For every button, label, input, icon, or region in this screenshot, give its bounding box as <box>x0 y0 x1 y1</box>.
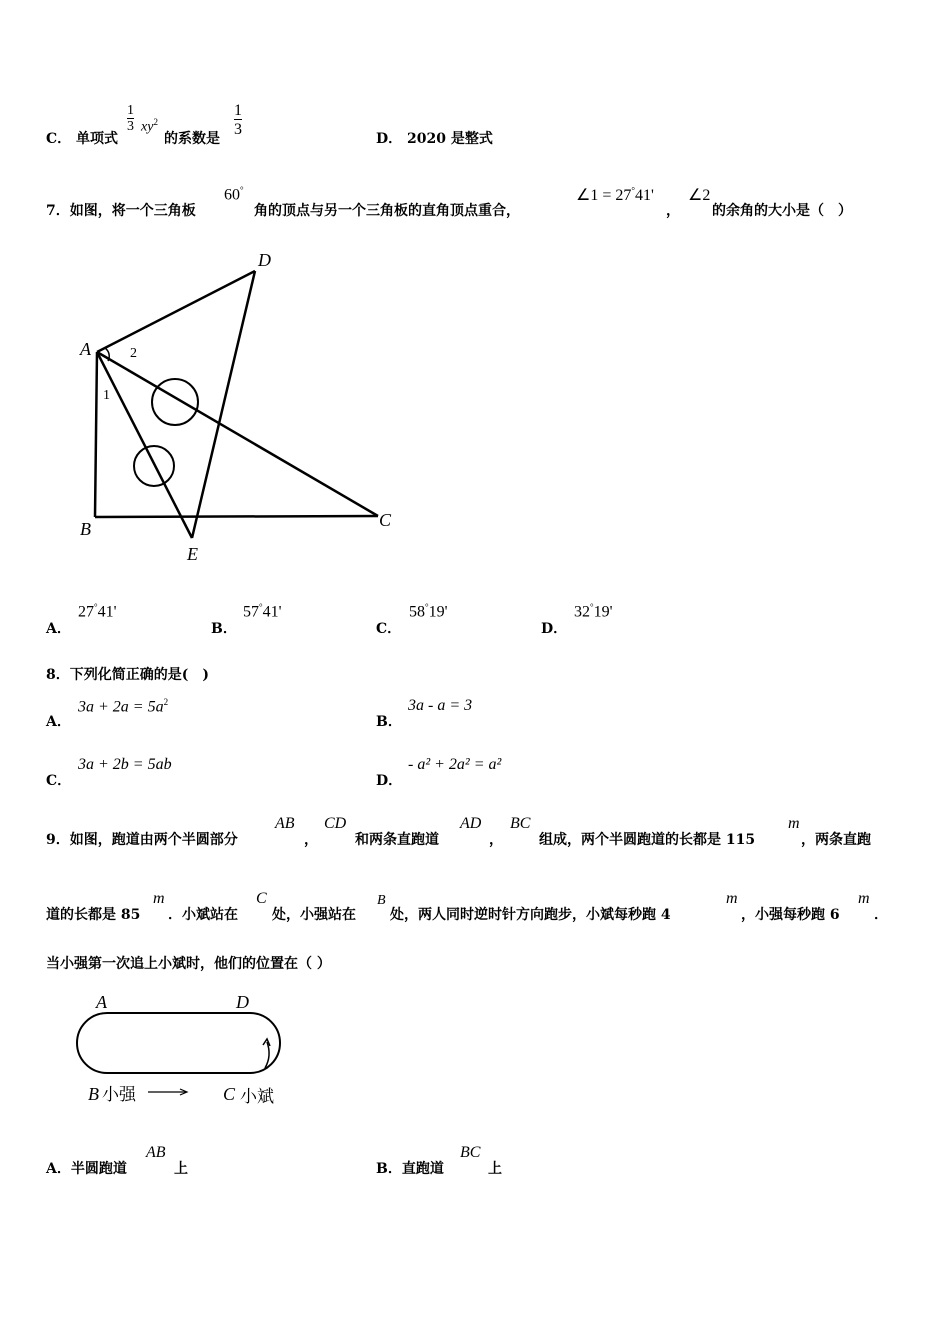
deg-value: 57 <box>243 603 259 621</box>
q9-line2-part2: ．小斌站在 <box>168 907 238 923</box>
deg-value: 27 <box>78 603 94 621</box>
angle-2: ∠2 <box>688 187 711 204</box>
line-AB <box>95 352 97 517</box>
stem-text: 如图，将一个三角板 <box>69 203 196 219</box>
track-label-C: C <box>223 1084 236 1104</box>
label-D: D <box>258 250 271 270</box>
option-text: 半圆跑道 <box>70 1161 127 1177</box>
q9-stem-part4: ，两条直跑 <box>801 832 871 848</box>
deg-symbol: ° <box>240 185 244 195</box>
minutes: 19' <box>593 603 613 621</box>
coef-fraction <box>127 104 134 134</box>
stem-text: 如图，跑道由两个半圆部分 <box>69 832 238 848</box>
label-E: E <box>187 544 198 564</box>
q8-option-d-label: D． <box>376 773 403 789</box>
q7-stem-part3: 的余角的大小是（ ） <box>712 203 852 219</box>
q8-option-c-expr: 3a + 2b = 5ab <box>78 756 172 773</box>
q9-stem-part2: 和两条直跑道 <box>355 832 439 848</box>
q7-option-a-value <box>78 602 117 621</box>
q9-line2-part6: ． <box>874 907 888 923</box>
unit-m: m <box>788 815 800 832</box>
frac-den: 3 <box>127 119 134 134</box>
frac-den: 3 <box>234 121 242 138</box>
line-BC <box>95 516 378 517</box>
q9-stem-part1 <box>46 829 238 849</box>
q7-stem-part1 <box>46 200 196 220</box>
q7-stem-part2: 角的顶点与另一个三角板的直角顶点重合， <box>254 203 520 219</box>
minutes: 41' <box>262 603 282 621</box>
track-label-D: D <box>236 992 249 1012</box>
frac-num: 1 <box>127 103 134 118</box>
option-label: D． <box>376 131 403 147</box>
label-B: B <box>80 519 91 539</box>
deg-symbol: ° <box>425 602 429 612</box>
track-figure <box>60 990 300 1108</box>
q7-option-d-value <box>574 602 613 621</box>
q8-option-c-label: C． <box>46 773 72 789</box>
q9-line2-part4: 处，两人同时逆时针方向跑步，小斌每秒跑 4 <box>390 907 671 923</box>
q9-line3: 当小强第一次追上小斌时，他们的位置在（ ） <box>46 956 331 972</box>
deg-symbol: ° <box>590 602 594 612</box>
var-CD: CD <box>324 815 347 832</box>
q8-option-d-expr: - a² + 2a² = a² <box>408 756 502 773</box>
q8-option-b-expr: 3a - a = 3 <box>408 697 473 714</box>
q6-option-d <box>376 128 493 148</box>
option-text: 单项式 <box>76 131 119 147</box>
q8-option-a-label: A． <box>46 714 71 730</box>
q7-option-b-value <box>243 602 282 621</box>
q7-option-c-value <box>409 602 448 621</box>
minutes: 41' <box>634 187 654 204</box>
var-BC: BC <box>510 815 531 832</box>
stem-comma: ， <box>666 203 680 219</box>
var-B: B <box>377 893 386 908</box>
deg-value: 32 <box>574 603 590 621</box>
q9-line2-part3: 处，小强站在 <box>272 907 356 923</box>
q9-option-a-var: AB <box>146 1144 166 1161</box>
label-2: 2 <box>130 346 137 361</box>
option-label: C． <box>46 131 72 147</box>
unit-m: m <box>726 890 738 907</box>
var-xy: xy <box>141 119 154 135</box>
q7-option-c-label: C． <box>376 621 402 637</box>
minutes: 41' <box>97 603 117 621</box>
track-label-xiaobin: 小斌 <box>240 1087 274 1107</box>
q9-line2-part5: ，小强每秒跑 6 <box>741 907 840 923</box>
question-number: 9． <box>46 832 70 848</box>
var-AB: AB <box>275 815 295 832</box>
track-label-B: B <box>88 1084 99 1104</box>
curved-arrow <box>265 1042 269 1068</box>
coef-text: 的系数是 <box>164 131 220 147</box>
q9-stem-part3: 组成，两个半圆跑道的长都是 115 <box>539 832 756 848</box>
expr-text: 3a + 2a = 5a <box>78 698 164 716</box>
option-label: B． <box>376 1161 402 1177</box>
track-label-A: A <box>96 992 107 1012</box>
deg-symbol: ° <box>94 602 98 612</box>
line-DE <box>192 271 255 538</box>
stem-comma: ， <box>489 832 503 848</box>
question-number: 7． <box>46 203 70 219</box>
line-AD <box>97 271 255 352</box>
q8-option-b-label: B． <box>376 714 402 730</box>
q9-option-b-var: BC <box>460 1144 481 1161</box>
angle-60 <box>224 185 244 204</box>
label-C: C <box>379 510 392 530</box>
option-text: 直跑道 <box>401 1161 444 1177</box>
q9-option-b-end: 上 <box>488 1161 502 1177</box>
option-label: A． <box>46 1161 71 1177</box>
q9-option-a <box>46 1158 127 1178</box>
track-label-xiaoqiang: 小强 <box>102 1085 136 1105</box>
q6-option-c <box>46 128 118 148</box>
triangle-figure <box>60 245 420 575</box>
deg-value: 58 <box>409 603 425 621</box>
minutes: 19' <box>428 603 448 621</box>
option-text: 2020 是整式 <box>407 131 493 147</box>
angle-expr: ∠1 = 27 <box>576 187 632 204</box>
q9-line2-part1: 道的长都是 85 <box>46 907 141 923</box>
label-1: 1 <box>103 388 110 403</box>
q8-stem: 8．下列化简正确的是( ) <box>46 667 209 683</box>
unit-m: m <box>858 890 870 907</box>
var-exp: 2 <box>153 117 158 127</box>
label-A: A <box>80 339 91 359</box>
track-outline <box>77 1013 280 1073</box>
angle-1-value <box>576 185 654 205</box>
answer-fraction <box>234 102 242 138</box>
var-AD: AD <box>460 815 482 832</box>
deg-symbol: ° <box>259 602 263 612</box>
q7-option-d-label: D． <box>541 621 568 637</box>
var-C: C <box>256 890 267 907</box>
circle-hole-upper <box>152 379 198 425</box>
expr-exp: 2 <box>163 697 169 707</box>
monomial-var <box>141 117 158 136</box>
deg-value: 60 <box>224 186 240 204</box>
unit-m: m <box>153 890 165 907</box>
q7-option-a-label: A． <box>46 621 71 637</box>
q9-option-a-end: 上 <box>174 1161 188 1177</box>
q9-option-b <box>376 1158 444 1178</box>
frac-num: 1 <box>234 102 242 119</box>
stem-comma: ， <box>304 832 318 848</box>
deg-symbol: ° <box>631 185 635 196</box>
q7-option-b-label: B． <box>211 621 237 637</box>
q8-option-a-expr <box>78 697 168 716</box>
